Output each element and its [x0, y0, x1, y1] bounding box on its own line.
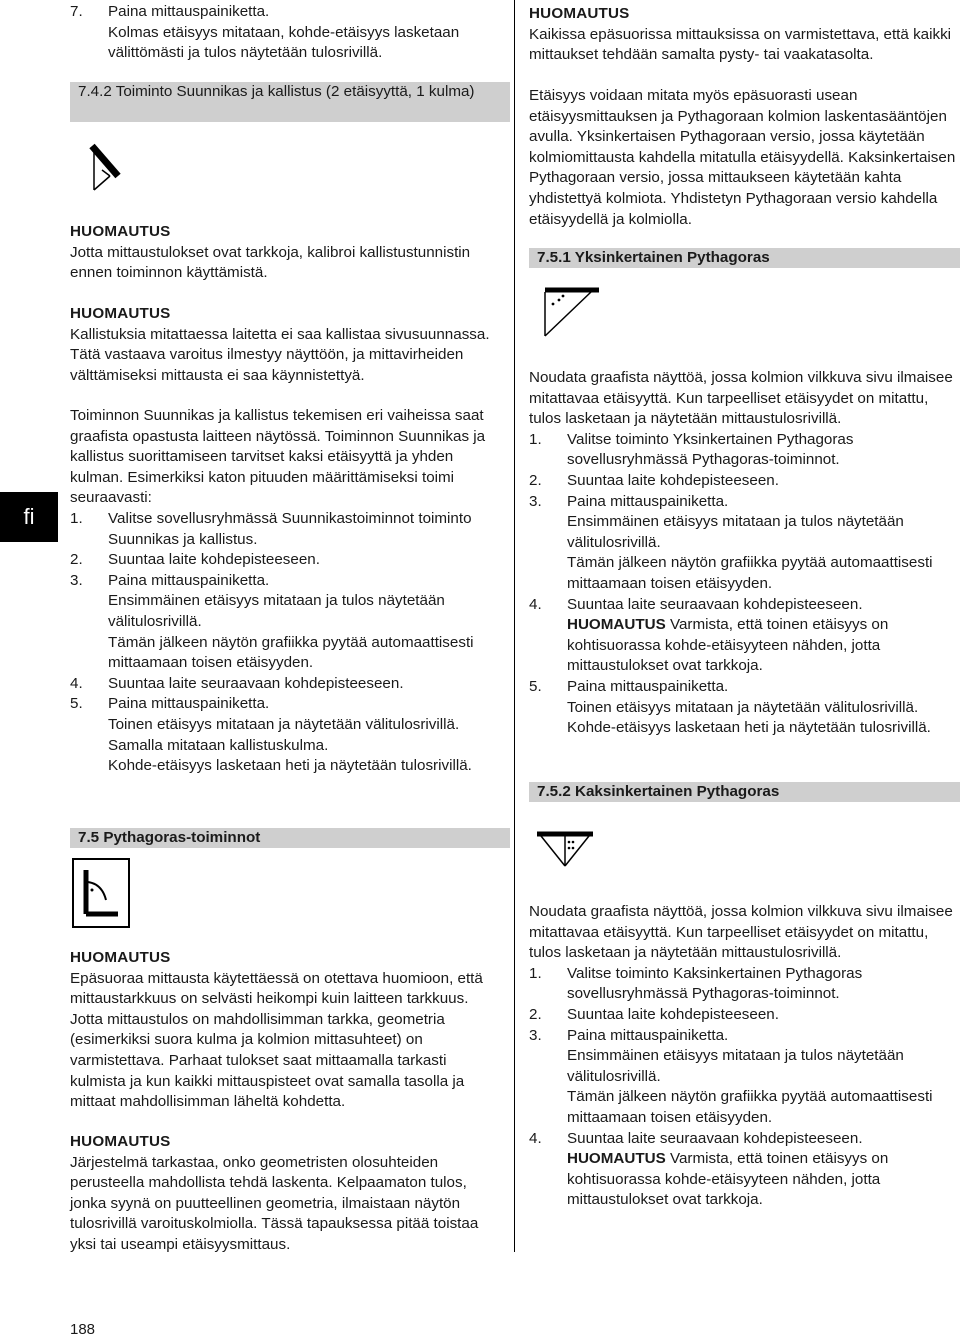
language-tab: fi — [0, 492, 58, 542]
note-text: Epäsuoraa mittausta käytettäessä on otettava huomioon, että mittaustarkkuus on selvästi heikompi kuin laitteen tarkkuus. Jotta mittaustulos on mahdollisimman tarkka, geometria (esimerkiksi suora kulma ja kolmion mittasuhteet) on varmistettava. Parhaat tulokset saat mittaamalla tarkasti kulmista ja kun kaikki mittauspisteet ovat samalla tasolla ja mittaat mahdollisimman läheltä kohdetta. — [70, 969, 483, 1111]
sub-note: HUOMAUTUS Varmista, että toinen etäisyys on kohtisuorassa kohde-etäisyyteen nähden, jotta mittaustulokset ovat tarkkoja. — [567, 1150, 889, 1209]
list-item: Kolmas etäisyys mitataan, kohde-etäisyys lasketaan välittömästi ja tulos näytetään tulosrivillä. — [108, 23, 460, 62]
list-item: 1. Valitse toiminto Yksinkertainen Pythagoras sovellusryhmässä Pythagoras-toiminnot. — [529, 430, 854, 469]
list-item: 2. Suuntaa laite kohdepisteeseen. — [529, 1005, 779, 1023]
pythagoras-icon — [72, 858, 130, 928]
sub-text: Tämän jälkeen näytön grafiikka pyytää automaattisesti mittaamaan toisen etäisyyden. — [108, 633, 474, 672]
section-752-body — [529, 902, 959, 1211]
note-text: Kaikissa epäsuorissa mittauksissa on varmistettava, että kaikki mittaukset tehdään samalta pysty- tai vaakatasolta. — [529, 25, 952, 64]
list-item: 2. Suuntaa laite kohdepisteeseen. — [70, 551, 320, 569]
sub-text: Ensimmäinen etäisyys mitataan ja tulos näytetään välitulosrivillä. — [108, 592, 445, 630]
intro-steps — [70, 2, 502, 64]
note-geometry — [70, 1132, 502, 1256]
note-text: Jotta mittaustulokset ovat tarkkoja, kalibroi kallistustunnistin ennen toiminnon käyttämistä. — [70, 243, 471, 282]
column-divider — [514, 0, 515, 1252]
note-heading: HUOMAUTUS — [70, 223, 171, 240]
sub-text: Toinen etäisyys mitataan ja näytetään välitulosrivillä. Kohde-etäisyys lasketaan heti ja näytetään tulosrivillä. — [567, 698, 931, 737]
list-item: 4. Suuntaa laite seuraavaan kohdepisteeseen. — [70, 674, 404, 692]
list-item: 5. Paina mittauspainiketta. — [529, 677, 729, 695]
note-calibrate — [70, 222, 502, 284]
section-75-intro — [529, 86, 959, 230]
list-item: 3. Paina mittauspainiketta. — [529, 492, 729, 510]
list-item: 7. Paina mittauspainiketta. — [70, 3, 270, 20]
note-heading: HUOMAUTUS — [70, 305, 171, 322]
note-indirect — [70, 948, 502, 1113]
list-item: 3. Paina mittauspainiketta. — [70, 571, 270, 589]
sub-text: Ensimmäinen etäisyys mitataan ja tulos näytetään välitulosrivillä. — [567, 513, 904, 551]
sub-note: HUOMAUTUS Varmista, että toinen etäisyys on kohtisuorassa kohde-etäisyyteen nähden, jotta mittaustulokset ovat tarkkoja. — [567, 616, 889, 675]
paragraph: Etäisyys voidaan mitata myös epäsuorasti usean etäisyysmittauksen ja Pythagoraan kolmion laskentasääntöjen avulla. Yksinkertaisen Pythagoraan versio, jossa käytetään kolmiomittausta kahdella mitatulla etäisyydellä. Kaksinkertaisen Pythagoraan versio, jossa mittaukseen käytetään kahta yhdistettyä kolmiota. Yhdistetyn Pythagoraan versio kahdella etäisyydellä ja kolmiolla. — [529, 87, 956, 228]
section-heading-751: 7.5.1 Yksinkertainen Pythagoras — [529, 248, 960, 268]
note-heading: HUOMAUTUS — [70, 949, 171, 966]
note-text: Järjestelmä tarkastaa, onko geometristen olosuhteiden perusteella mahdollista tehdä laskenta. Kelpaamaton tulos, jonka syynä on puutteellinen geometria, ilmaistaan näytön tulosrivillä varoituskolmiolla. Tässä tapauksessa pitää toistaa yksi tai useampi etäisyysmittaus. — [70, 1153, 479, 1253]
list-item: 3. Paina mittauspainiketta. — [529, 1026, 729, 1044]
sub-text: Tämän jälkeen näytön grafiikka pyytää automaattisesti mittaamaan toisen etäisyyden. — [567, 1088, 933, 1126]
page-number: 188 — [70, 1321, 96, 1338]
section-751-body — [529, 368, 959, 739]
paragraph: Noudata graafista näyttöä, jossa kolmion vilkkuva sivu ilmaisee mitattavaa etäisyyttä. Kun tarpeelliset etäisyydet on mitattu, tulos lasketaan ja näytetään mittaustulosrivillä. — [529, 903, 953, 962]
paragraph: Toiminnon Suunnikas ja kallistus tekemisen eri vaiheissa saat graafista opastusta laitteen näytössä. Toiminnon Suunnikas ja kallistus suorittamiseen tarvitset kaksi etäisyyttä ja yhden kulman. Esimerkiksi katon pituuden määrittämiseksi toimi seuraavasti: — [70, 407, 486, 507]
sub-text: Kohde-etäisyys lasketaan heti ja näytetään tulosrivillä. — [108, 757, 472, 775]
parallelogram-tilt-icon — [88, 140, 128, 196]
single-pythagoras-icon — [541, 284, 603, 340]
note-heading: HUOMAUTUS — [70, 1133, 171, 1150]
section-heading-752: 7.5.2 Kaksinkertainen Pythagoras — [529, 782, 960, 802]
list-item: 1. Valitse toiminto Kaksinkertainen Pythagoras sovellusryhmässä Pythagoras-toiminnot. — [529, 964, 863, 1003]
sub-text: Ensimmäinen etäisyys mitataan ja tulos näytetään välitulosrivillä. — [567, 1047, 904, 1085]
note-text: Kallistuksia mitattaessa laitetta ei saa kallistaa sivusuunnassa. Tätä vastaava varoitus ilmestyy näyttöön, ja mittavirheiden välttämiseksi mittausta ei saa käynnistettyä. — [70, 325, 490, 384]
double-pythagoras-icon — [535, 828, 597, 870]
section-heading-75: 7.5 Pythagoras-toiminnot — [70, 828, 510, 848]
sub-text: Tämän jälkeen näytön grafiikka pyytää automaattisesti mittaamaan toisen etäisyyden. — [567, 554, 933, 592]
list-item: 2. Suuntaa laite kohdepisteeseen. — [529, 471, 779, 489]
list-item: 5. Paina mittauspainiketta. — [70, 695, 270, 713]
section-heading-742: 7.4.2 Toiminto Suunnikas ja kallistus (2 etäisyyttä, 1 kulma) — [70, 82, 510, 122]
note-tilt — [70, 304, 502, 386]
list-item: 1. Valitse sovellusryhmässä Suunnikastoiminnot toiminto Suunnikas ja kallistus. — [70, 509, 472, 548]
paragraph: Noudata graafista näyttöä, jossa kolmion vilkkuva sivu ilmaisee mitattavaa etäisyyttä. Kun tarpeelliset etäisyydet on mitattu, tulos lasketaan ja näytetään mittaustulosrivillä. — [529, 369, 953, 428]
note-heading: HUOMAUTUS — [529, 5, 630, 22]
note-same-plane — [529, 4, 959, 66]
section-742-body — [70, 406, 502, 777]
sub-text: Toinen etäisyys mitataan ja näytetään välitulosrivillä. Samalla mitataan kallistuskulma. — [108, 715, 460, 754]
list-item: 4. Suuntaa laite seuraavaan kohdepisteeseen. — [529, 1129, 863, 1147]
list-item: 4. Suuntaa laite seuraavaan kohdepisteeseen. — [529, 595, 863, 613]
